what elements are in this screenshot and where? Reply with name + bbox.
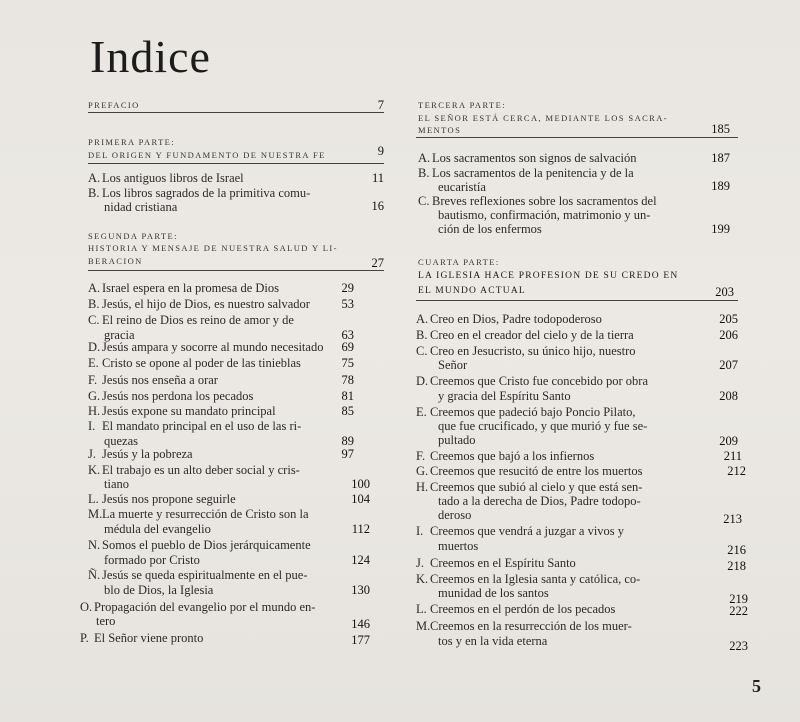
entry-title: Jesús nos propone seguirle bbox=[102, 492, 236, 506]
entry-title: El Señor viene pronto bbox=[94, 631, 204, 645]
entry-letter: A. bbox=[418, 151, 431, 165]
entry-letter: C. bbox=[88, 313, 100, 327]
entry-letter: K. bbox=[416, 572, 429, 586]
entry-title: El mandato principal en el uso de las ri- bbox=[102, 419, 302, 433]
entry-title: MENTOS bbox=[418, 125, 462, 135]
entry-title: Creo en el creador del cielo y de la tierra bbox=[430, 328, 634, 342]
toc-entry-right-19 bbox=[438, 419, 647, 433]
entry-title: Jesús, el hijo de Dios, es nuestro salvador bbox=[102, 297, 310, 311]
page-number: 5 bbox=[752, 676, 761, 696]
entry-letter: B. bbox=[88, 297, 100, 311]
entry-letter: B. bbox=[88, 186, 100, 200]
entry-title: EL SEÑOR ESTÁ CERCA, MEDIANTE LOS SACRA- bbox=[418, 113, 669, 123]
entry-title: Señor bbox=[438, 358, 468, 372]
entry-page-number: 9 bbox=[377, 144, 384, 158]
entry-title: BERACION bbox=[88, 256, 143, 266]
entry-page-number: 206 bbox=[719, 328, 738, 342]
toc-entry-right-16 bbox=[416, 374, 648, 388]
entry-page-number: 203 bbox=[715, 285, 734, 299]
entry-page-number: 7 bbox=[377, 98, 384, 112]
entry-title: El trabajo es un alto deber social y cris- bbox=[102, 463, 300, 477]
entry-title: nidad cristiana bbox=[104, 200, 178, 214]
entry-letter: G. bbox=[88, 389, 101, 403]
entry-page-number: 75 bbox=[341, 356, 354, 370]
entry-page-number: 63 bbox=[341, 328, 354, 342]
entry-title: ción de los enfermos bbox=[438, 222, 542, 236]
entry-page-number: 81 bbox=[341, 389, 354, 403]
entry-title: Jesús nos perdona los pecados bbox=[102, 389, 254, 403]
entry-letter: C. bbox=[418, 194, 430, 208]
entry-page-number: 199 bbox=[711, 222, 730, 236]
entry-title: tado a la derecha de Dios, Padre todopo- bbox=[438, 494, 641, 508]
toc-entry-right-22 bbox=[416, 464, 642, 478]
rule-primera bbox=[88, 163, 384, 164]
entry-title: Creemos que vendrá a juzgar a vivos y bbox=[430, 524, 625, 538]
entry-letter: D. bbox=[88, 340, 101, 354]
entry-title: Los sacramentos son signos de salvación bbox=[432, 151, 637, 165]
entry-title: Creemos en el perdón de los pecados bbox=[430, 602, 616, 616]
entry-letter: O. bbox=[80, 600, 93, 614]
entry-title: tiano bbox=[104, 477, 129, 491]
entry-page-number: 208 bbox=[719, 389, 738, 403]
entry-title: TERCERA PARTE: bbox=[418, 100, 506, 110]
entry-title: Creemos que padeció bajo Poncio Pilato, bbox=[430, 405, 636, 419]
entry-title: Jesús y la pobreza bbox=[102, 447, 193, 461]
entry-title: La muerte y resurrección de Cristo son la bbox=[102, 507, 309, 521]
entry-page-number: 187 bbox=[711, 151, 730, 165]
section-heading-right-9 bbox=[418, 255, 500, 269]
entry-letter: L. bbox=[88, 492, 99, 506]
toc-entry-right-32 bbox=[416, 619, 632, 633]
toc-entry-right-33 bbox=[438, 634, 547, 648]
section-heading-right-10 bbox=[418, 269, 678, 283]
toc-entry-right-15 bbox=[438, 358, 467, 372]
entry-page-number: 53 bbox=[341, 297, 354, 311]
entry-page-number: 78 bbox=[341, 373, 354, 387]
entry-letter: L. bbox=[416, 602, 427, 616]
toc-entry-right-18 bbox=[416, 405, 636, 419]
entry-letter: M. bbox=[416, 619, 431, 633]
entry-title: Creemos en la resurrección de los muer- bbox=[430, 619, 632, 633]
toc-entry-right-27 bbox=[438, 539, 478, 553]
rule-prefacio bbox=[88, 112, 384, 113]
entry-title: El reino de Dios es reino de amor y de bbox=[102, 313, 294, 327]
entry-letter: I. bbox=[88, 419, 96, 433]
entry-page-number: 97 bbox=[341, 447, 354, 461]
entry-title: Jesús se queda espiritualmente en el pue- bbox=[102, 568, 308, 582]
toc-entry-right-6 bbox=[418, 194, 657, 208]
section-heading-right-0 bbox=[418, 98, 506, 112]
entry-title: y gracia del Espíritu Santo bbox=[438, 389, 571, 403]
entry-title: EL MUNDO ACTUAL bbox=[418, 286, 526, 296]
entry-letter: J. bbox=[88, 447, 96, 461]
entry-title: que fue crucificado, y que murió y fue se- bbox=[438, 419, 648, 433]
entry-page-number: 223 bbox=[729, 639, 748, 653]
toc-entry-right-25 bbox=[438, 508, 471, 522]
entry-title: Jesús ampara y socorre al mundo necesitado bbox=[102, 340, 324, 354]
entry-title: LA IGLESIA HACE PROFESION DE SU CREDO EN bbox=[418, 271, 679, 281]
entry-page-number: 212 bbox=[727, 464, 746, 478]
entry-letter: E. bbox=[416, 405, 427, 419]
entry-page-number: 16 bbox=[371, 199, 384, 213]
toc-entry-right-31 bbox=[416, 602, 615, 616]
entry-letter: F. bbox=[416, 449, 426, 463]
entry-title: HISTORIA Y MENSAJE DE NUESTRA SALUD Y LI- bbox=[88, 243, 338, 253]
entry-title: Breves reflexiones sobre los sacramentos del bbox=[432, 194, 657, 208]
entry-page-number: 185 bbox=[711, 122, 730, 136]
page-title: Indice bbox=[90, 31, 211, 82]
toc-entry-right-30 bbox=[438, 586, 549, 600]
entry-title: quezas bbox=[104, 434, 139, 448]
toc-entry-right-23 bbox=[416, 480, 642, 494]
entry-page-number: 100 bbox=[351, 477, 370, 491]
entry-letter: P. bbox=[80, 631, 89, 645]
entry-letter: B. bbox=[418, 166, 430, 180]
entry-title: tero bbox=[96, 614, 116, 628]
entry-title: munidad de los santos bbox=[438, 586, 549, 600]
entry-title: Creemos que resucitó de entre los muertos bbox=[430, 464, 643, 478]
entry-letter: K. bbox=[88, 463, 101, 477]
entry-title: gracia bbox=[104, 328, 135, 342]
entry-page-number: 104 bbox=[351, 492, 370, 506]
entry-title: blo de Dios, la Iglesia bbox=[104, 583, 214, 597]
rule-segunda bbox=[88, 270, 384, 271]
entry-title: Creemos que Cristo fue concebido por obra bbox=[430, 374, 648, 388]
toc-entry-right-28 bbox=[416, 556, 576, 570]
entry-title: Cristo se opone al poder de las tinieblas bbox=[102, 356, 301, 370]
toc-entry-right-5 bbox=[438, 180, 486, 194]
toc-entry-right-17 bbox=[438, 389, 571, 403]
rule-cuarta bbox=[416, 300, 738, 301]
entry-title: Somos el pueblo de Dios jerárquicamente bbox=[102, 538, 311, 552]
entry-letter: N. bbox=[88, 538, 101, 552]
entry-title: Jesús nos enseña a orar bbox=[102, 373, 218, 387]
entry-title: Creo en Dios, Padre todopoderoso bbox=[430, 312, 602, 326]
entry-page-number: 124 bbox=[351, 553, 370, 567]
entry-page-number: 205 bbox=[719, 312, 738, 326]
toc-entry-right-21 bbox=[416, 449, 594, 463]
entry-title: formado por Cristo bbox=[104, 553, 200, 567]
entry-title: muertos bbox=[438, 539, 479, 553]
entry-page-number: 69 bbox=[341, 340, 354, 354]
entry-title: PRIMERA PARTE: bbox=[88, 137, 176, 147]
entry-page-number: 218 bbox=[727, 559, 746, 573]
entry-title: eucaristía bbox=[438, 180, 486, 194]
entry-title: SEGUNDA PARTE: bbox=[88, 231, 178, 241]
toc-entry-right-26 bbox=[416, 524, 624, 538]
entry-letter: A. bbox=[88, 171, 101, 185]
entry-title: Propagación del evangelio por el mundo en- bbox=[94, 600, 316, 614]
toc-entry-right-24 bbox=[438, 494, 641, 508]
entry-page-number: 216 bbox=[727, 543, 746, 557]
entry-page-number: 209 bbox=[719, 434, 738, 448]
entry-page-number: 189 bbox=[711, 179, 730, 193]
entry-letter: G. bbox=[416, 464, 429, 478]
entry-page-number: 213 bbox=[723, 512, 742, 526]
toc-entry-right-3 bbox=[418, 151, 636, 165]
entry-title: Los libros sagrados de la primitiva comu- bbox=[102, 186, 311, 200]
entry-letter: A. bbox=[88, 281, 101, 295]
entry-letter: B. bbox=[416, 328, 428, 342]
entry-page-number: 11 bbox=[371, 171, 384, 185]
entry-letter: A. bbox=[416, 312, 429, 326]
section-heading-right-11 bbox=[418, 284, 526, 298]
section-heading-right-2 bbox=[418, 123, 461, 137]
entry-page-number: 85 bbox=[341, 404, 354, 418]
entry-title: Creemos en el Espíritu Santo bbox=[430, 556, 576, 570]
entry-letter: H. bbox=[416, 480, 429, 494]
toc-entry-right-8 bbox=[438, 222, 542, 236]
entry-title: DEL ORIGEN Y FUNDAMENTO DE NUESTRA FE bbox=[88, 150, 326, 160]
entry-page-number: 27 bbox=[371, 256, 384, 270]
entry-title: Creo en Jesucristo, su único hijo, nuestro bbox=[430, 344, 636, 358]
entry-page-number: 211 bbox=[723, 449, 742, 463]
entry-letter: D. bbox=[416, 374, 429, 388]
entry-title: Israel espera en la promesa de Dios bbox=[102, 281, 280, 295]
entry-page-number: 29 bbox=[341, 281, 354, 295]
entry-letter: H. bbox=[88, 404, 101, 418]
entry-title: Los sacramentos de la penitencia y de la bbox=[432, 166, 634, 180]
entry-page-number: 146 bbox=[351, 617, 370, 631]
entry-page-number: 207 bbox=[719, 358, 738, 372]
toc-entry-right-14 bbox=[416, 344, 636, 358]
toc-entry-right-4 bbox=[418, 166, 634, 180]
entry-page-number: 219 bbox=[729, 592, 748, 606]
toc-entry-right-29 bbox=[416, 572, 640, 586]
entry-letter: C. bbox=[416, 344, 428, 358]
entry-letter: F. bbox=[88, 373, 98, 387]
entry-letter: Ñ. bbox=[88, 568, 101, 582]
toc-entry-right-20 bbox=[438, 433, 476, 447]
toc-entry-right-12 bbox=[416, 312, 602, 326]
entry-title: deroso bbox=[438, 508, 472, 522]
entry-letter: J. bbox=[416, 556, 424, 570]
entry-title: médula del evangelio bbox=[104, 522, 211, 536]
entry-title: CUARTA PARTE: bbox=[418, 257, 500, 267]
entry-title: pultado bbox=[438, 433, 476, 447]
entry-page-number: 177 bbox=[351, 633, 370, 647]
toc-entry-right-13 bbox=[416, 328, 634, 342]
entry-title: bautismo, confirmación, matrimonio y un- bbox=[438, 208, 651, 222]
toc-entry-right-7 bbox=[438, 208, 650, 222]
entry-title: PREFACIO bbox=[88, 100, 140, 110]
entry-title: Creemos que bajó a los infiernos bbox=[430, 449, 595, 463]
entry-title: Creemos que subió al cielo y que está sen- bbox=[430, 480, 643, 494]
entry-title: Creemos en la Iglesia santa y católica, co- bbox=[430, 572, 641, 586]
entry-letter: E. bbox=[88, 356, 99, 370]
entry-title: Jesús expone su mandato principal bbox=[102, 404, 276, 418]
rule-tercera bbox=[416, 137, 738, 138]
entry-letter: M. bbox=[88, 507, 103, 521]
entry-letter: I. bbox=[416, 524, 424, 538]
entry-title: tos y en la vida eterna bbox=[438, 634, 548, 648]
entry-page-number: 130 bbox=[351, 583, 370, 597]
entry-page-number: 89 bbox=[341, 434, 354, 448]
entry-page-number: 112 bbox=[351, 522, 370, 536]
entry-page-number: 222 bbox=[729, 604, 748, 618]
entry-title: Los antiguos libros de Israel bbox=[102, 171, 244, 185]
